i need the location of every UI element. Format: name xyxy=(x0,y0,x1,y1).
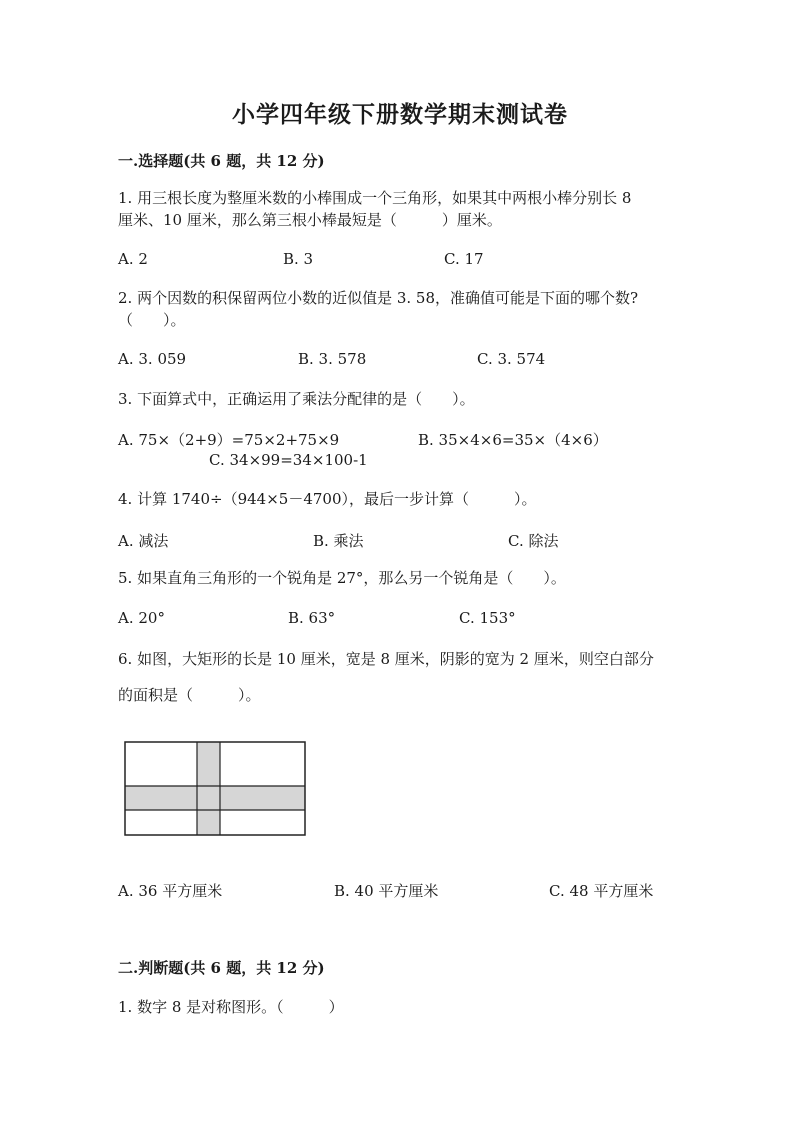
question-6-text-line-2: 的面积是（ ）。 xyxy=(118,686,261,704)
question-1-option-c: C. 17 xyxy=(444,250,484,268)
question-5-text: 5. 如果直角三角形的一个锐角是 27°，那么另一个锐角是（ ）。 xyxy=(118,569,566,587)
question-4-option-c: C. 除法 xyxy=(508,532,559,550)
question-1-text-line-2: 厘米、10 厘米，那么第三根小棒最短是（ ）厘米。 xyxy=(118,211,502,229)
question-2-option-b: B. 3. 578 xyxy=(298,350,367,368)
question-5-option-c: C. 153° xyxy=(459,609,516,627)
question-1-text-line-1: 1. 用三根长度为整厘米数的小棒围成一个三角形，如果其中两根小棒分别长 8 xyxy=(118,189,632,207)
question-3-option-a: A. 75×（2+9）=75×2+75×9 xyxy=(118,431,340,449)
section-heading-choice: 一.选择题(共 6 题，共 12 分) xyxy=(118,152,325,170)
question-2-text-line-1: 2. 两个因数的积保留两位小数的近似值是 3. 58，准确值可能是下面的哪个数? xyxy=(118,289,639,307)
question-1-option-a: A. 2 xyxy=(118,250,148,268)
question-3-option-c: C. 34×99=34×100-1 xyxy=(209,451,368,469)
question-6-text-line-1: 6. 如图，大矩形的长是 10 厘米，宽是 8 厘米，阴影的宽为 2 厘米，则空白部分 xyxy=(118,650,654,668)
question-2-option-c: C. 3. 574 xyxy=(477,350,546,368)
question-2-text-line-2: （ ）。 xyxy=(118,311,186,329)
judgement-1-text: 1. 数字 8 是对称图形。（ ） xyxy=(118,998,344,1016)
horizontal-shaded-strip xyxy=(125,786,305,810)
question-5-option-b: B. 63° xyxy=(288,609,336,627)
question-6-option-c: C. 48 平方厘米 xyxy=(549,882,654,900)
question-4-option-b: B. 乘法 xyxy=(313,532,364,550)
question-3-option-b: B. 35×4×6=35×（4×6） xyxy=(418,431,608,449)
question-6-option-a: A. 36 平方厘米 xyxy=(118,882,223,900)
question-4-option-a: A. 减法 xyxy=(118,532,169,550)
page-title: 小学四年级下册数学期末测试卷 xyxy=(232,101,568,128)
question-4-text: 4. 计算 1740÷（944×5－4700），最后一步计算（ ）。 xyxy=(118,490,537,508)
question-6-option-b: B. 40 平方厘米 xyxy=(334,882,439,900)
question-5-option-a: A. 20° xyxy=(118,609,165,627)
question-1-option-b: B. 3 xyxy=(283,250,314,268)
section-heading-judgement: 二.判断题(共 6 题，共 12 分) xyxy=(118,959,325,977)
question-3-text: 3. 下面算式中，正确运用了乘法分配律的是（ ）。 xyxy=(118,390,475,408)
question-2-option-a: A. 3. 059 xyxy=(118,350,187,368)
rectangle-figure xyxy=(124,741,308,837)
